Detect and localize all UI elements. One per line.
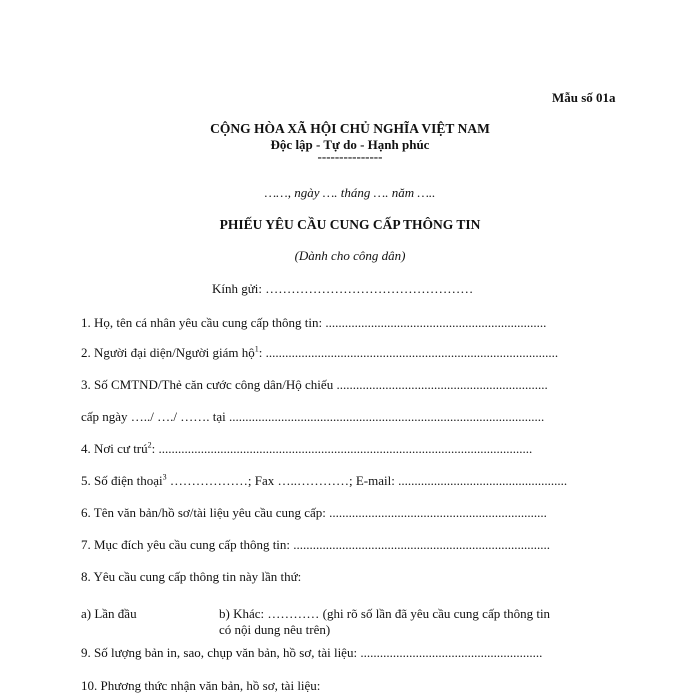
field-request-count: 8. Yêu cầu cung cấp thông tin này lần thứ: xyxy=(81,569,302,584)
option-other: b) Khác: ………… (ghi rõ số lần đã yêu cầu cung cấp thông tin có nội dung nêu trên) xyxy=(219,606,551,637)
field-copies: 9. Số lượng bản in, sao, chụp văn bản, hồ sơ, tài liệu: ........................................................ xyxy=(81,645,543,660)
field-representative-label: 2. Người đại diện/Người giám hộ xyxy=(81,345,255,360)
option-first-time: a) Lần đầu xyxy=(81,606,137,621)
field-contact xyxy=(81,473,567,489)
field-document-name: 6. Tên văn bản/hồ sơ/tài liệu yêu cầu cung cấp: ................................................................... xyxy=(81,505,547,520)
field-purpose: 7. Mục đích yêu cầu cung cấp thông tin: ............................................................................... xyxy=(81,537,551,552)
page-subtitle: (Dành cho công dân) xyxy=(294,248,406,263)
recipient-line: Kính gửi: ………………………………………… xyxy=(212,281,474,296)
motto: Độc lập - Tự do - Hạnh phúc xyxy=(270,137,430,152)
field-delivery-method: 10. Phương thức nhận văn bản, hồ sơ, tài liệu: xyxy=(81,678,321,693)
field-residence xyxy=(81,441,532,457)
field-phone-label: 5. Số điện thoại xyxy=(81,473,163,488)
footnote-ref-1: 1 xyxy=(254,344,259,354)
field-residence-label: 4. Nơi cư trú xyxy=(81,441,148,456)
motto-divider: --------------- xyxy=(317,149,383,164)
field-residence-dots: : ................................................................................................................... xyxy=(151,441,533,456)
field-fax-email: ………………; Fax …..…………; E-mail: .................................................... xyxy=(166,473,568,488)
date-line: ……, ngày …. tháng …. năm ….. xyxy=(264,185,436,200)
field-representative-dots: : .......................................................................................... xyxy=(258,345,559,360)
footnote-ref-3: 3 xyxy=(162,472,167,482)
footnote-ref-2: 2 xyxy=(147,440,152,450)
page-title: PHIẾU YÊU CẦU CUNG CẤP THÔNG TIN xyxy=(219,217,481,232)
field-issue-date-place: cấp ngày …../ …./ ……. tại ................................................................................................. xyxy=(81,409,545,424)
form-code: Mẫu số 01a xyxy=(552,90,616,105)
field-id-number: 3. Số CMTND/Thẻ căn cước công dân/Hộ chiếu ................................................................. xyxy=(81,377,548,392)
country-heading: CỘNG HÒA XÃ HỘI CHỦ NGHĨA VIỆT NAM xyxy=(210,121,490,136)
field-full-name: 1. Họ, tên cá nhân yêu cầu cung cấp thông tin: .................................................................... xyxy=(81,315,547,330)
field-representative xyxy=(81,345,558,361)
